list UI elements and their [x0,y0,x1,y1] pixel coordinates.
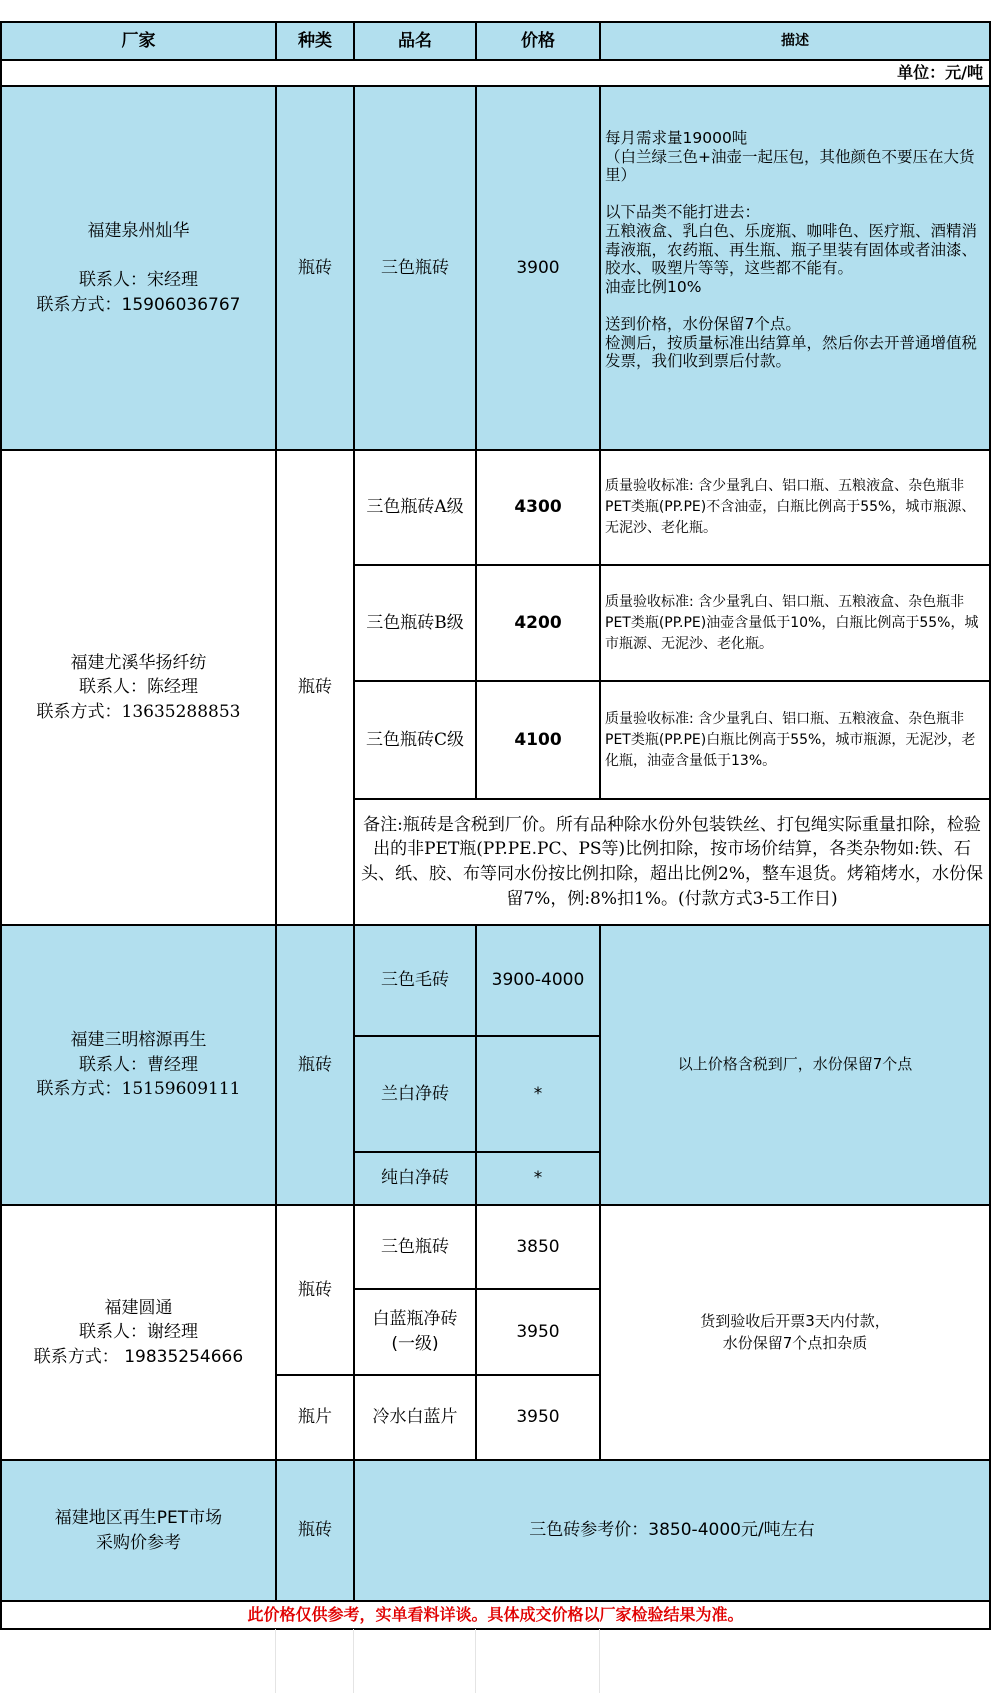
footer-disclaimer [0,1600,991,1630]
price-cell: 3950 [475,1374,601,1461]
grid-line [475,1629,476,1693]
factory-fujian-market-reference: 福建地区再生PET市场 采购价参考 [0,1459,277,1602]
type-cell: 瓶片 [275,1374,355,1461]
product-cell: 三色瓶砖C级 [353,680,477,800]
price-cell: 4200 [475,564,601,682]
product-cell: 白蓝瓶净砖 (一级) [353,1288,477,1376]
product-cell: 三色瓶砖 [353,85,477,451]
product-cell: 纯白净砖 [353,1151,477,1206]
product-cell: 兰白净砖 [353,1035,477,1153]
type-cell: 瓶砖 [275,1459,355,1602]
price-cell: * [475,1151,601,1206]
description-cell: 货到验收后开票3天内付款， 水份保留7个点扣杂质 [599,1204,991,1461]
price-cell: 3900 [475,85,601,451]
description-cell: 质量验收标准: 含少量乳白、铝口瓶、五粮液盒、杂色瓶非PET类瓶(PP.PE)不含油壶，白瓶比例高于55%，城市瓶源、无泥沙、老化瓶。 [599,449,991,566]
header-product: 品名 [353,21,477,61]
product-cell: 冷水白蓝片 [353,1374,477,1461]
description-cell: 质量验收标准: 含少量乳白、铝口瓶、五粮液盒、杂色瓶非PET类瓶(PP.PE)油壶含量低于10%，白瓶比例高于55%，城市瓶源、无泥沙、老化瓶。 [599,564,991,682]
factory-yuantong: 福建圆通 联系人：谢经理 联系方式： 19835254666 [0,1204,277,1461]
header-price: 价格 [475,21,601,61]
price-cell: 3850 [475,1204,601,1290]
price-cell: 4100 [475,680,601,800]
reference-price: 三色砖参考价：3850-4000元/吨左右 [353,1459,991,1602]
grid-line [599,1629,600,1693]
product-cell: 三色瓶砖B级 [353,564,477,682]
description-cell: 每月需求量19000吨 （白兰绿三色+油壶一起压包，其他颜色不要压在大货里） 以下品类不能打进去： 五粮液盒、乳白色、乐庞瓶、咖啡色、医疗瓶、酒精消毒液瓶，农药瓶、再生瓶、瓶子里装有固体或者油漆、胶水、吸塑片等等，这些都不能有。 油壶比例10% 送到价格，水份保留7个点。 检测后，按质量标准出结算单，然后你去开普通增值税发票，我们收到票后付款。 [599,85,991,451]
remarks-note: 备注:瓶砖是含税到厂价。所有品种除水份外包装铁丝、打包绳实际重量扣除，检验出的非PET瓶(PP.PE.PC、PS等)比例扣除，按市场价结算，各类杂物如:铁、石头、纸、胶、布等同水份按比例扣除，超出比例2%，整车退货。烤箱烤水，水份保留7%，例:8%扣1%。(付款方式3-5工作日) [353,798,991,926]
header-description: 描述 [599,21,991,61]
header-type: 种类 [275,21,355,61]
type-cell: 瓶砖 [275,1204,355,1376]
type-cell: 瓶砖 [275,449,355,926]
price-cell: 3900-4000 [475,924,601,1037]
price-cell: * [475,1035,601,1153]
description-cell: 以上价格含税到厂，水份保留7个点 [599,924,991,1206]
factory-youxi-huayang: 福建尤溪华扬纤纺 联系人：陈经理 联系方式：13635288853 [0,449,277,926]
type-cell: 瓶砖 [275,924,355,1206]
type-cell: 瓶砖 [275,85,355,451]
factory-quanzhou-canhua: 福建泉州灿华 联系人：宋经理 联系方式：15906036767 [0,85,277,451]
product-cell: 三色毛砖 [353,924,477,1037]
factory-sanming-rongyuan: 福建三明榕源再生 联系人：曹经理 联系方式：15159609111 [0,924,277,1206]
product-cell: 三色瓶砖 [353,1204,477,1290]
grid-line [275,1629,276,1693]
product-cell: 三色瓶砖A级 [353,449,477,566]
price-cell: 4300 [475,449,601,566]
grid-line [353,1629,354,1693]
footer-disclaimer-text: 此价格仅供参考，实单看料详谈。具体成交价格以厂家检验结果为准。 [247,1605,744,1625]
price-cell: 3950 [475,1288,601,1376]
unit-label: 单位：元/吨 [0,59,991,87]
header-factory: 厂家 [0,21,277,61]
description-cell: 质量验收标准: 含少量乳白、铝口瓶、五粮液盒、杂色瓶非PET类瓶(PP.PE)白瓶比例高于55%，城市瓶源，无泥沙，老化瓶，油壶含量低于13%。 [599,680,991,800]
